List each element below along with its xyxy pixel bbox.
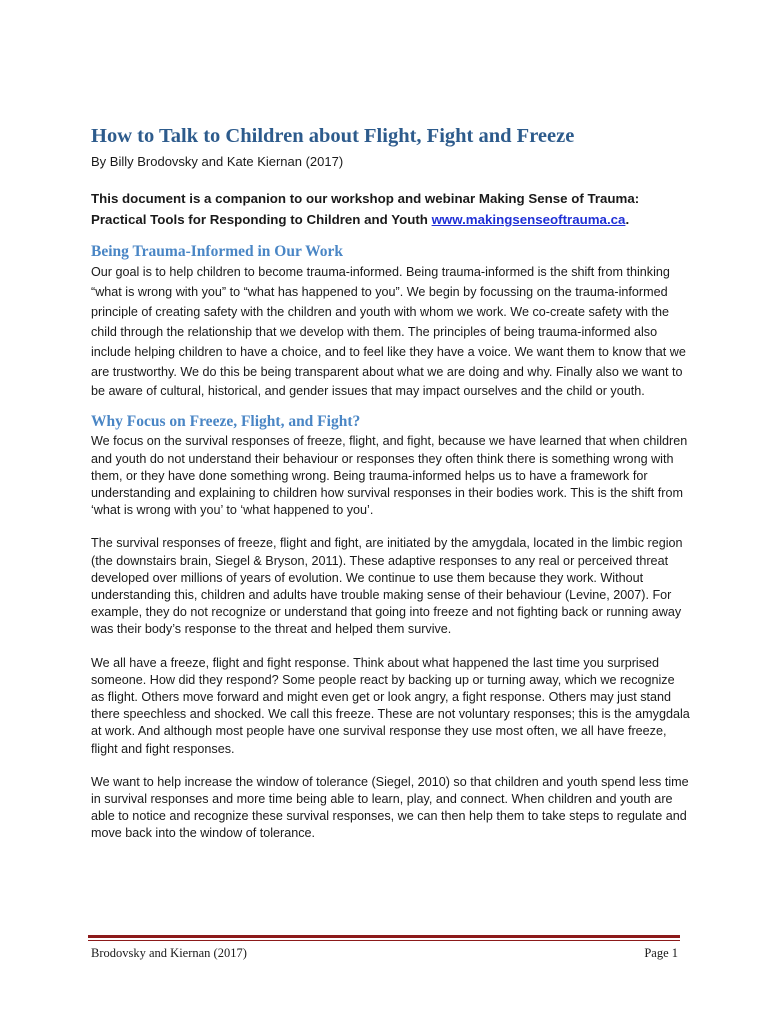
paragraph-why-focus-3: We all have a freeze, flight and fight response. Think about what happened the last time you surprised someone. How did they respond? Some people react by backing up or turning away, which we recognize as flight. Others move forward and might even get or look angry, a fight response. Others may just stand there speechless and shocked. We call this freeze. These are not voluntary responses; this is the amygdala at work. And although most people have one survival response they use most often, we all have freeze, flight and fight responses. (91, 655, 690, 756)
paragraph-why-focus-2: The survival responses of freeze, flight and fight, are initiated by the amygdala, located in the limbic region (the downstairs brain, Siegel & Bryson, 2011). These adaptive responses to any real or perceived threat developed over millions of years of evolution. We continue to use them because they work. Without understanding this, children and adults have trouble making sense of their behaviour (Levine, 2007). For example, they do not recognize or understand that going into freeze and not fighting back or running away was their body’s response to the threat and helped them survive. (91, 536, 683, 637)
intro-paragraph (91, 188, 691, 230)
page-content (91, 122, 691, 843)
intro-end: . (625, 212, 630, 227)
website-link[interactable]: www.makingsenseoftrauma.ca (431, 212, 626, 227)
section-heading-why-focus: Why Focus on Freeze, Flight, and Fight? (91, 413, 361, 431)
intro-text: This document is a companion to our workshop and webinar Making Sense of Trauma: Practical Tools for Responding to Children and Youth (91, 191, 640, 227)
paragraph-why-focus-4: We want to help increase the window of tolerance (Siegel, 2010) so that children and youth spend less time in survival responses and more time being able to learn, play, and connect. When children and youth are able to notice and recognize these survival responses, we can then help them to take steps to regulate and move back into the window of tolerance. (91, 774, 689, 841)
paragraph-why-focus-1: We focus on the survival responses of freeze, flight, and fight, because we have learned that when children and youth do not understand their behaviour or responses they often think there is something wrong with them, or they have done something wrong. Being trauma-informed helps us to have a framework for understanding and explaining to children how survival responses in their bodies work. This is the shift from ‘what is wrong with you’ to ‘what happened to you’. (91, 434, 688, 518)
footer-author: Brodovsky and Kiernan (2017) (91, 946, 247, 960)
footer-rule (88, 935, 680, 941)
footer-page-number: Page 1 (644, 946, 678, 960)
paragraph-trauma-informed: Our goal is to help children to become trauma-informed. Being trauma-informed is the shift from thinking “what is wrong with you” to “what has happened to you”. We begin by focussing on the trauma-informed principle of creating safety with the children and youth with whom we work. We co-create safety with the child through the relationship that we develop with them. The principles of being trauma-informed also include helping children to have a choice, and to feel like they have a voice. We want them to know that we are trustworthy. We do this be being transparent about what we are doing and why. Finally also we want to be aware of cultural, historical, and gender issues that may impact ourselves and the child or youth. (91, 265, 686, 399)
document-title: How to Talk to Children about Flight, Fight and Freeze (91, 125, 575, 147)
section-heading-trauma-informed: Being Trauma-Informed in Our Work (91, 243, 344, 260)
byline: By Billy Brodovsky and Kate Kiernan (2017) (91, 154, 344, 169)
